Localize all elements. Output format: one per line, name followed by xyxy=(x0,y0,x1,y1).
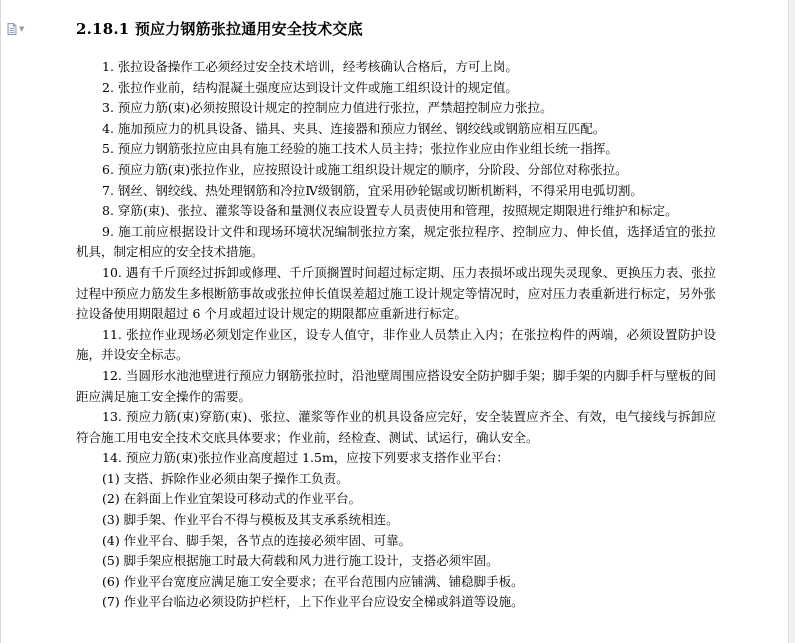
paragraph: 1. 张拉设备操作工必须经过安全技术培训，经考核确认合格后，方可上岗。 xyxy=(102,59,518,74)
list-item: (2) 在斜面上作业宜架设可移动式的作业平台。 xyxy=(102,491,362,507)
paragraph: 6. 预应力筋(束)张拉作业，应按照设计或施工组织设计规定的顺序，分阶段、分部位对称张拉。 xyxy=(102,161,628,177)
document-body xyxy=(76,57,716,613)
paragraph: 5. 预应力钢筋张拉应由具有施工经验的施工技术人员主持；张拉作业应由作业组长统一指挥。 xyxy=(102,141,618,157)
paragraph: 7. 钢丝、钢绞线、热处理钢筋和冷拉Ⅳ级钢筋，宜采用砂轮锯或切断机断料，不得采用电弧切割。 xyxy=(102,182,643,198)
paragraph: 12. 当圆形水池池壁进行预应力钢筋张拉时，沿池壁周围应搭设安全防护脚手架；脚手架的内脚手杆与壁板的间距应满足施工安全操作的需要。 xyxy=(76,367,716,404)
paragraph: 4. 施加预应力的机具设备、锚具、夹具、连接器和预应力钢丝、钢绞线或钢筋应相互匹配。 xyxy=(102,120,606,136)
list-item: (1) 支搭、拆除作业必须由架子操作工负责。 xyxy=(102,470,349,486)
paragraph: 9. 施工前应根据设计文件和现场环境状况编制张拉方案，规定张拉程序、控制应力、伸长值，选择适宜的张拉机具，制定相应的安全技术措施。 xyxy=(76,223,716,260)
chevron-down-icon: ▼ xyxy=(19,25,25,33)
paragraph: 10. 遇有千斤顶经过拆卸或修理、千斤顶搁置时间超过标定期、压力表损坏或出现失灵现象、更换压力表、张拉过程中预应力筋发生多根断筋事故或张拉伸长值误差超过施工设计规定等情况时，应对压力表重新进行标定，另外张拉设备使用期限超过 6 个月或超过设计规定的期限都应重新进行标定。 xyxy=(76,264,716,322)
paragraph: 3. 预应力筋(束)必须按照设计规定的控制应力值进行张拉，严禁超控制应力张拉。 xyxy=(102,100,553,116)
list-item: (3) 脚手架、作业平台不得与模板及其支承系统相连。 xyxy=(102,512,399,528)
paragraph: 11. 张拉作业现场必须划定作业区，设专人值守，非作业人员禁止入内；在张拉构件的两端，必须设置防护设施，并设安全标志。 xyxy=(76,326,716,363)
list-item: (5) 脚手架应根据施工时最大荷载和风力进行施工设计，支搭必须牢固。 xyxy=(102,553,499,569)
document-menu[interactable] xyxy=(7,22,25,36)
list-item: (4) 作业平台、脚手架，各节点的连接必须牢固、可靠。 xyxy=(102,532,412,548)
paragraph: 13. 预应力筋(束)穿筋(束)、张拉、灌浆等作业的机具设备应完好，安全装置应齐全、有效，电气接线与拆卸应符合施工用电安全技术交底具体要求；作业前，经检查、测试、试运行，确认安全。 xyxy=(76,409,716,445)
list-item: (7) 作业平台临边必须设防护栏杆，上下作业平台应设安全梯或斜道等设施。 xyxy=(102,594,524,610)
document-icon xyxy=(7,23,17,35)
paragraph: 14. 预应力筋(束)张拉作业高度超过 1.5m，应按下列要求支搭作业平台： xyxy=(102,450,509,466)
vertical-scrollbar[interactable] xyxy=(788,0,795,643)
paragraph: 8. 穿筋(束)、张拉、灌浆等设备和量测仪表应设置专人员责使用和管理，按照规定期限进行维护和标定。 xyxy=(102,203,678,219)
paragraph: 2. 张拉作业前，结构混凝土强度应达到设计文件或施工组织设计的规定值。 xyxy=(102,79,518,95)
page-left-border xyxy=(0,0,1,643)
list-item: (6) 作业平台宽度应满足施工安全要求；在平台范围内应铺满、铺稳脚手板。 xyxy=(102,573,524,589)
section-heading: 2.18.1 预应力钢筋张拉通用安全技术交底 xyxy=(76,20,363,38)
